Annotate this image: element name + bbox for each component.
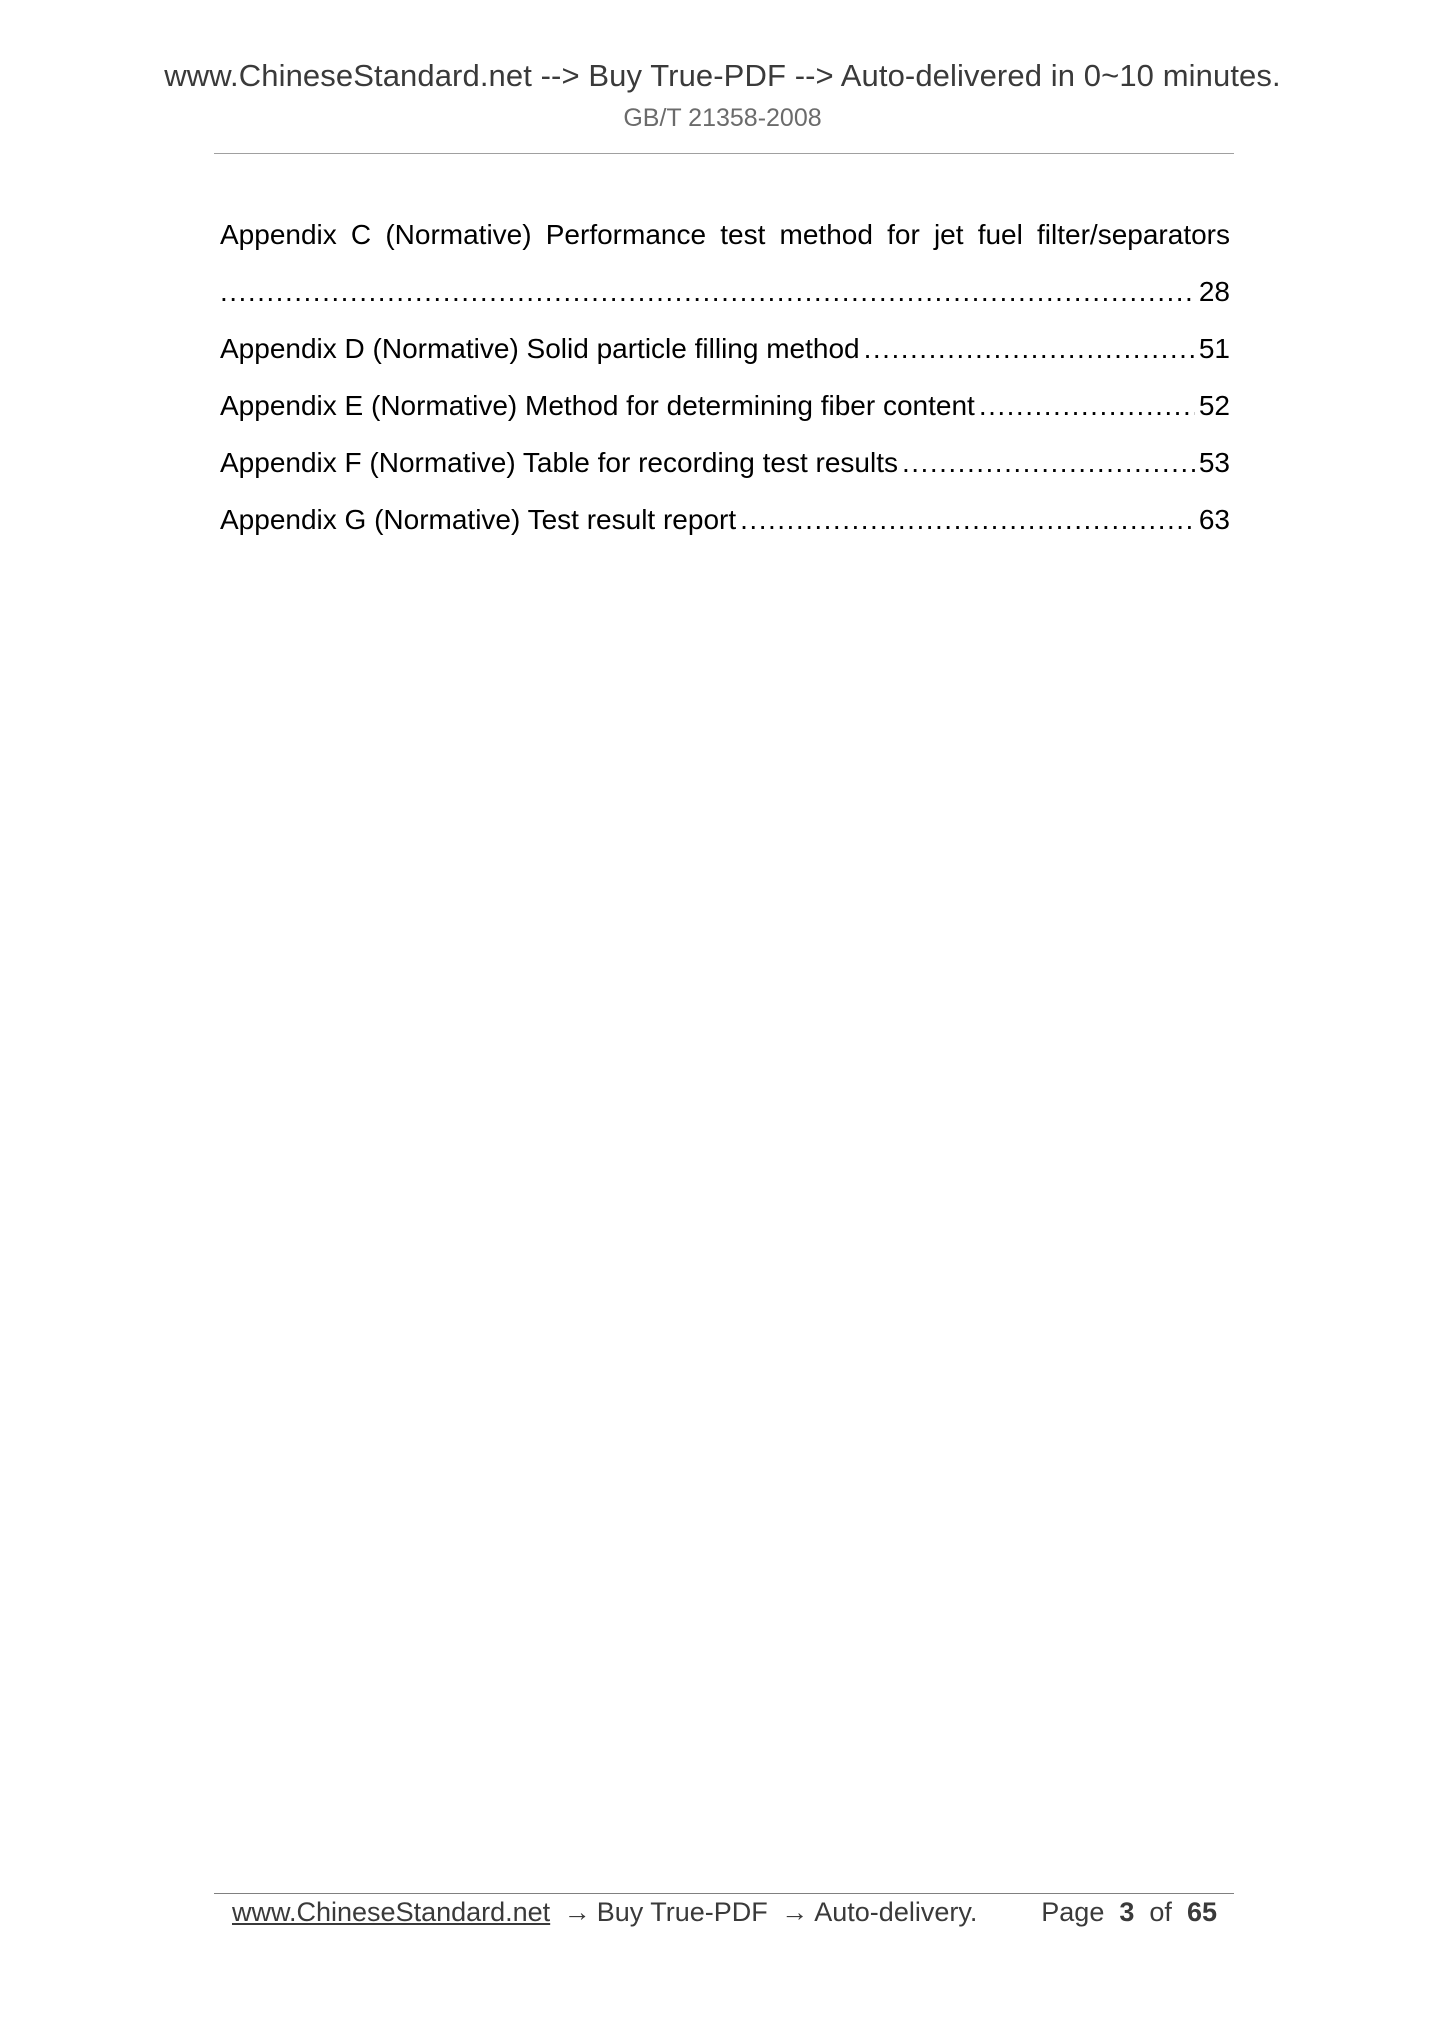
toc-entry-page: 52	[1198, 390, 1230, 421]
toc-leader-dots	[220, 263, 1195, 320]
toc-entry-title: Appendix F (Normative) Table for recording test results	[220, 447, 898, 478]
toc-entry-title: Appendix G (Normative) Test result report	[220, 504, 737, 535]
toc-entry-title: Appendix E (Normative) Method for determining fiber content	[220, 390, 975, 421]
toc-entry-title: Appendix D (Normative) Solid particle filling method	[220, 333, 860, 364]
document-id: GB/T 21358-2008	[623, 104, 822, 132]
toc-leader-dots	[864, 320, 1195, 377]
header-banner: www.ChineseStandard.net --> Buy True-PDF --> Auto-delivered in 0~10 minutes.	[164, 58, 1281, 93]
toc-leader-dots	[740, 491, 1195, 548]
toc-entry-appendix-c-page-line[interactable]	[220, 263, 1230, 320]
toc-entry-title: Appendix C (Normative) Performance test method for jet fuel filter/separators	[220, 219, 1230, 250]
header-divider	[214, 153, 1234, 154]
toc-entry-page: 28	[1198, 276, 1230, 307]
footer-divider	[214, 1893, 1234, 1894]
toc-entry-page: 51	[1198, 333, 1230, 364]
page-total: 65	[1186, 1897, 1217, 1927]
toc-leader-dots	[979, 377, 1195, 434]
toc-entry-appendix-e[interactable]	[220, 377, 1230, 434]
arrow-right-icon: →	[781, 1897, 809, 1927]
page-current: 3	[1119, 1897, 1135, 1927]
page-footer	[232, 1897, 1217, 1928]
toc-entry-appendix-d[interactable]	[220, 320, 1230, 377]
toc-entry-appendix-g[interactable]	[220, 491, 1230, 548]
toc-leader-dots	[902, 434, 1195, 491]
table-of-contents	[220, 206, 1230, 548]
toc-entry-appendix-f[interactable]	[220, 434, 1230, 491]
footer-promo	[232, 1897, 977, 1928]
delivery-text: Auto-delivery.	[814, 1897, 978, 1927]
page-label: Page	[1041, 1897, 1105, 1927]
page-of: of	[1149, 1897, 1172, 1927]
site-link[interactable]: www.ChineseStandard.net	[232, 1897, 551, 1927]
toc-entry-appendix-c[interactable]	[220, 206, 1230, 263]
toc-entry-page: 63	[1198, 504, 1230, 535]
toc-entry-page: 53	[1198, 447, 1230, 478]
page-number	[1041, 1897, 1217, 1928]
buy-text: Buy True-PDF	[596, 1897, 768, 1927]
arrow-right-icon: →	[563, 1897, 591, 1927]
